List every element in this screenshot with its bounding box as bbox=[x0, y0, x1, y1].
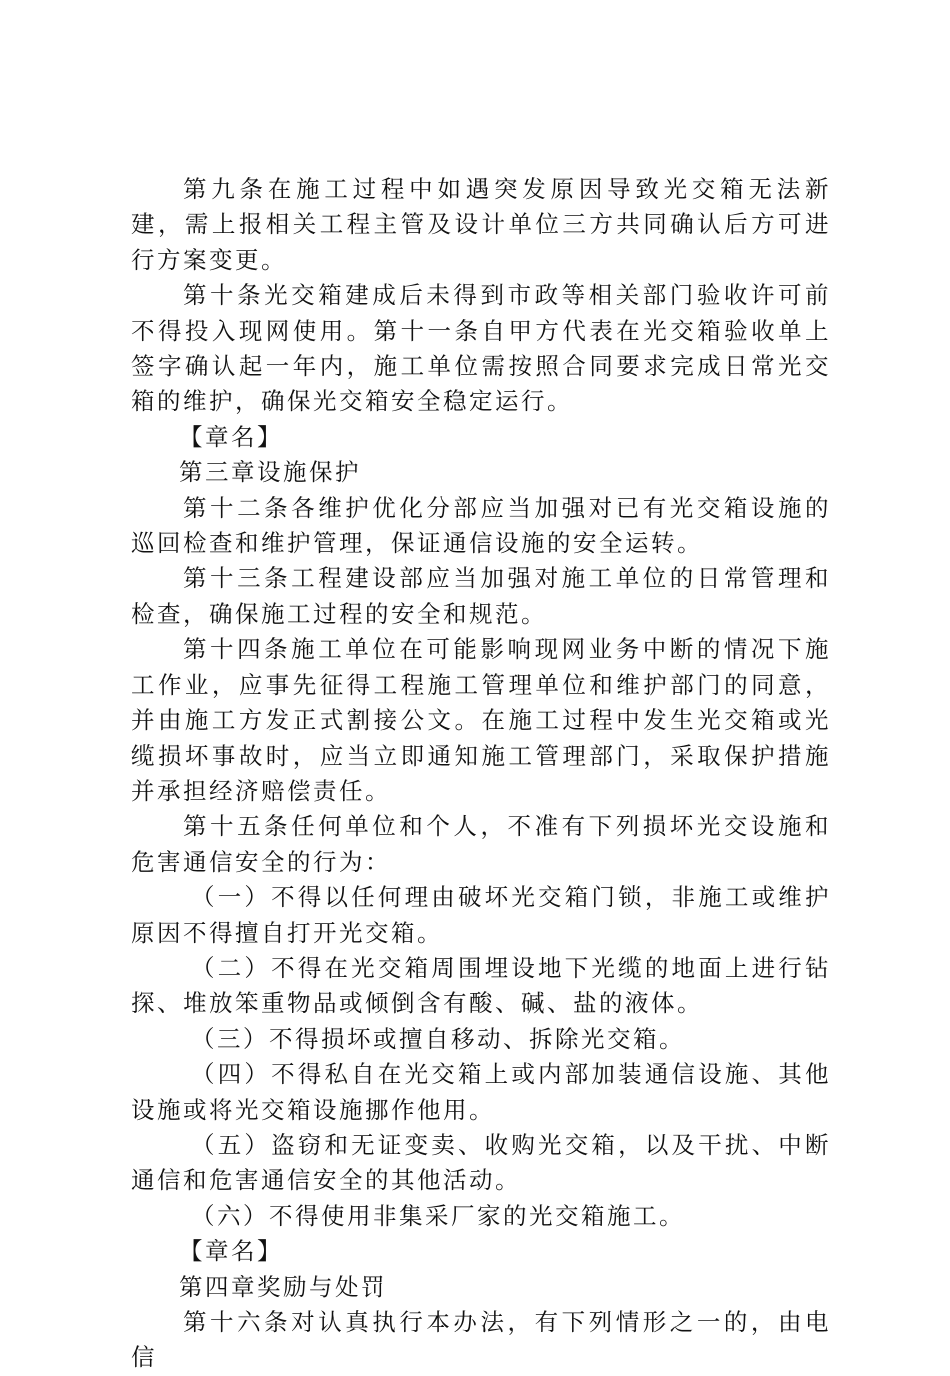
chapter-name-label: 【章名】 bbox=[179, 422, 283, 451]
article-15-item-5: （五）盗窃和无证变卖、收购光交箱，以及干扰、中断通信和危害通信安全的其他活动。 bbox=[131, 1130, 831, 1195]
article-16: 第十六条对认真执行本办法，有下列情形之一的，由电信 bbox=[131, 1308, 831, 1372]
article-14: 第十四条施工单位在可能影响现网业务中断的情况下施工作业，应事先征得工程施工管理单位和维护部门的同意，并由施工方发正式割接公文。在施工过程中发生光交箱或光缆损坏事故时，应当立即通知施工管理部门，采取保护措施并承担经济赔偿责任。 bbox=[131, 635, 831, 805]
article-13: 第十三条工程建设部应当加强对施工单位的日常管理和检查，确保施工过程的安全和规范。 bbox=[131, 564, 831, 628]
article-15-item-2: （二）不得在光交箱周围埋设地下光缆的地面上进行钻探、堆放笨重物品或倾倒含有酸、碱、盐的液体。 bbox=[131, 953, 831, 1018]
article-15-item-3: （三）不得损坏或擅自移动、拆除光交箱。 bbox=[191, 1024, 685, 1053]
chapter-4-title: 第四章奖励与处罚 bbox=[179, 1272, 387, 1301]
article-15-item-4: （四）不得私自在光交箱上或内部加装通信设施、其他设施或将光交箱设施挪作他用。 bbox=[131, 1060, 831, 1124]
article-15-item-1: （一）不得以任何理由破坏光交箱门锁，非施工或维护原因不得擅自打开光交箱。 bbox=[131, 883, 831, 947]
document-body bbox=[131, 172, 831, 1376]
article-9: 第九条在施工过程中如遇突发原因导致光交箱无法新建，需上报相关工程主管及设计单位三方共同确认后方可进行方案变更。 bbox=[131, 175, 831, 274]
article-15-item-6: （六）不得使用非集采厂家的光交箱施工。 bbox=[191, 1201, 685, 1230]
article-12: 第十二条各维护优化分部应当加强对已有光交箱设施的巡回检查和维护管理，保证通信设施的安全运转。 bbox=[131, 493, 831, 558]
article-10-11: 第十条光交箱建成后未得到市政等相关部门验收许可前不得投入现网使用。第十一条自甲方代表在光交箱验收单上签字确认起一年内，施工单位需按照合同要求完成日常光交箱的维护，确保光交箱安全稳定运行。 bbox=[131, 281, 831, 416]
chapter-3-title: 第三章设施保护 bbox=[179, 458, 361, 487]
chapter-name-label-2: 【章名】 bbox=[179, 1237, 283, 1266]
article-15: 第十五条任何单位和个人，不准有下列损坏光交设施和危害通信安全的行为： bbox=[131, 812, 831, 876]
